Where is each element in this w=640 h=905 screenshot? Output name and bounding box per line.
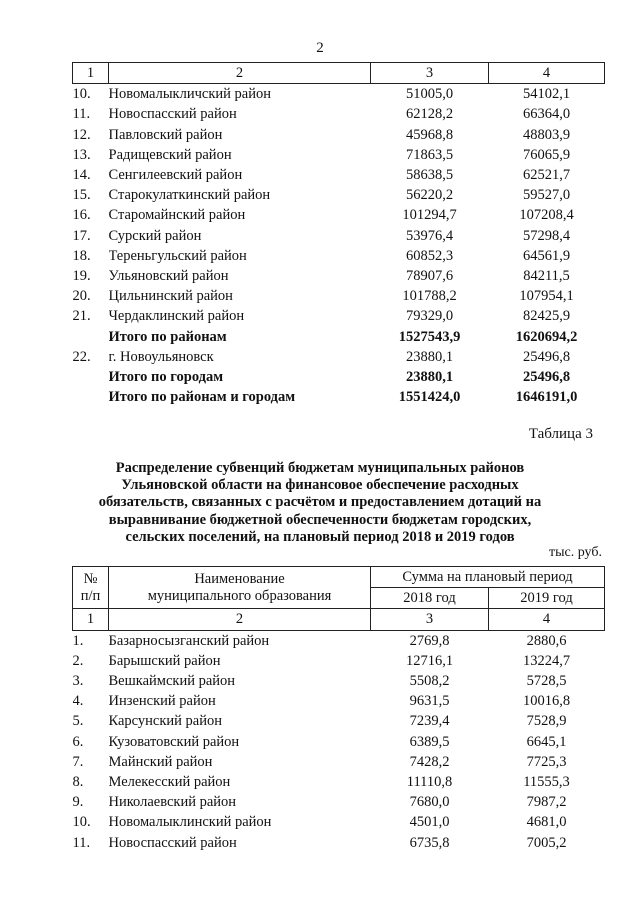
header-sum-title: Сумма на плановый период [371,567,605,588]
table-row [73,691,605,711]
row-name: Мелекесский район [108,774,231,791]
row-name: Чердаклинский район [108,308,245,325]
total-2019: 1646191,0 [515,389,578,406]
row-name: Карсунский район [108,713,223,730]
total-label: Итого по районам и городам [108,389,296,406]
table-row [73,185,605,205]
row-2018: 58638,5 [405,167,454,184]
row-number: 18. [72,247,91,264]
row-number: 11. [72,106,91,123]
index-cell: 2 [109,609,371,630]
total-cities-row [73,367,605,387]
row-number: 6. [72,733,84,750]
table-row [73,833,605,853]
row-2019: 13224,7 [522,652,571,669]
total-2018: 23880,1 [405,369,454,386]
row-2018: 56220,2 [405,187,454,204]
table-row [73,711,605,731]
row-2018: 9631,5 [409,693,450,710]
row-number: 21. [72,308,91,325]
table-row [73,630,605,651]
row-name: Ульяновский район [108,268,229,285]
index-cell: 4 [489,609,605,630]
row-number: 20. [72,288,91,305]
row-name: Цильнинский район [108,288,233,305]
district-table-continued [72,62,605,407]
subvention-table [72,566,605,853]
row-2018: 7239,4 [409,713,450,730]
row-2019: 7005,2 [526,834,567,851]
row-2018: 11110,8 [406,774,453,791]
row-2019: 107208,4 [519,207,574,224]
index-cell: 4 [489,63,605,84]
row-2019: 6645,1 [526,733,567,750]
total-label: Итого по районам [108,328,227,345]
table-row [73,772,605,792]
table-row [73,651,605,671]
row-number: 12. [72,126,91,143]
row-2019: 76065,9 [522,146,571,163]
row-2019: 7987,2 [526,794,567,811]
row-name: Павловский район [108,126,223,143]
table-row [73,752,605,772]
row-2019: 4681,0 [526,814,567,831]
row-name: Радищевский район [108,146,232,163]
row-number: 10. [72,814,91,831]
row-2019: 48803,9 [522,126,571,143]
row-2019: 66364,0 [522,106,571,123]
row-2019: 54102,1 [522,86,571,103]
row-number: 22. [72,348,91,365]
index-cell: 1 [73,63,109,84]
table-row [73,732,605,752]
row-2019: 10016,8 [522,693,571,710]
index-cell: 1 [73,609,109,630]
row-name: Новоспасский район [108,834,237,851]
row-2018: 12716,1 [405,652,454,669]
table-index-row [73,63,605,84]
table-row [73,306,605,326]
table-row [73,286,605,306]
row-name: Новомалыклинский район [108,814,272,831]
row-number: 5. [72,713,84,730]
row-number: 1. [72,632,84,649]
row-number: 2. [72,652,84,669]
row-2019: 107954,1 [519,288,574,305]
total-2019: 25496,8 [522,369,571,386]
row-2019: 11555,3 [523,774,570,791]
total-2018: 1527543,9 [398,328,461,345]
row-name: Старомайнский район [108,207,246,224]
row-2018: 23880,1 [405,348,454,365]
table-header-row [73,567,605,588]
table-row [73,145,605,165]
row-2019: 25496,8 [522,348,571,365]
row-2018: 7428,2 [409,753,450,770]
row-2018: 62128,2 [405,106,454,123]
row-2018: 53976,4 [405,227,454,244]
row-name: Новомалыкличский район [108,86,271,103]
index-cell: 3 [371,63,489,84]
row-number: 3. [72,673,84,690]
row-name: Старокулаткинский район [108,187,271,204]
row-2019: 7528,9 [526,713,567,730]
row-2018: 5508,2 [409,673,450,690]
total-label: Итого по городам [108,369,224,386]
table-row [73,347,605,367]
table-row [73,104,605,124]
row-name: Сенгилеевский район [108,167,243,184]
table-row [73,266,605,286]
row-2019: 62521,7 [522,167,571,184]
page-number: 2 [316,40,324,56]
row-number: 15. [72,187,91,204]
table-row [73,125,605,145]
index-cell: 2 [109,63,371,84]
table-row [73,671,605,691]
row-2018: 78907,6 [405,268,454,285]
row-2018: 60852,3 [405,247,454,264]
row-2018: 101788,2 [402,288,457,305]
header-name-line1: Наименование [194,570,285,587]
table-row [73,84,605,105]
row-2018: 6389,5 [409,733,450,750]
row-number: 7. [72,753,84,770]
row-2019: 84211,5 [523,268,570,285]
row-name: Кузоватовский район [108,733,240,750]
row-name: Базарносызганский район [108,632,270,649]
row-2019: 64561,9 [522,247,571,264]
row-number: 14. [72,167,91,184]
table-label: Таблица 3 [528,426,593,442]
row-2019: 2880,6 [526,632,567,649]
table-row [73,812,605,832]
row-name: Инзенский район [108,693,216,710]
row-number: 13. [72,146,91,163]
row-2018: 51005,0 [405,86,454,103]
row-2018: 101294,7 [402,207,457,224]
row-number: 16. [72,207,91,224]
units-label: тыс. руб. [549,545,602,560]
total-districts-row [73,327,605,347]
row-name: Тереньгульский район [108,247,247,264]
row-number: 9. [72,794,84,811]
row-2019: 57298,4 [522,227,571,244]
row-number: 11. [72,834,91,851]
row-number: 8. [72,774,84,791]
row-2018: 6735,8 [409,834,450,851]
total-all-row [73,387,605,407]
header-name-line2: муниципального образования [147,587,332,604]
row-2018: 45968,8 [405,126,454,143]
row-2018: 71863,5 [405,146,454,163]
row-2018: 79329,0 [405,308,454,325]
total-2019: 1620694,2 [515,328,578,345]
row-name: Майнский район [108,753,213,770]
row-name: Новоспасский район [108,106,237,123]
row-2018: 4501,0 [409,814,450,831]
row-2019: 82425,9 [522,308,571,325]
row-number: 17. [72,227,91,244]
header-num-line2: п/п [80,587,101,604]
table-row [73,205,605,225]
row-name: Вешкаймский район [108,673,236,690]
total-2018: 1551424,0 [398,389,461,406]
row-number: 4. [72,693,84,710]
row-name: г. Новоульяновск [108,348,214,365]
row-2019: 59527,0 [522,187,571,204]
row-2018: 2769,8 [409,632,450,649]
row-number: 19. [72,268,91,285]
row-number: 10. [72,86,91,103]
row-2019: 5728,5 [526,673,567,690]
table-row [73,165,605,185]
row-name: Барышский район [108,652,221,669]
header-year-2019: 2019 год [489,588,605,609]
table-row [73,792,605,812]
header-num [73,567,109,609]
header-num-line1: № [83,570,98,587]
table-title: Распределение субвенций бюджетам муниципальных районов Ульяновской области на финансовое обеспечение расходных обязательств, связанных с расчётом и предоставлением дотаций на выравнивание бюджетной обеспеченности бюджетам городских, сельских поселений, на плановый период 2018 и 2019 годов [98,460,542,545]
header-name [109,567,371,609]
table-row [73,226,605,246]
row-2019: 7725,3 [526,753,567,770]
header-year-2018: 2018 год [371,588,489,609]
index-cell: 3 [371,609,489,630]
row-name: Сурский район [108,227,202,244]
row-2018: 7680,0 [409,794,450,811]
table-index-row [73,609,605,630]
table-row [73,246,605,266]
row-name: Николаевский район [108,794,237,811]
